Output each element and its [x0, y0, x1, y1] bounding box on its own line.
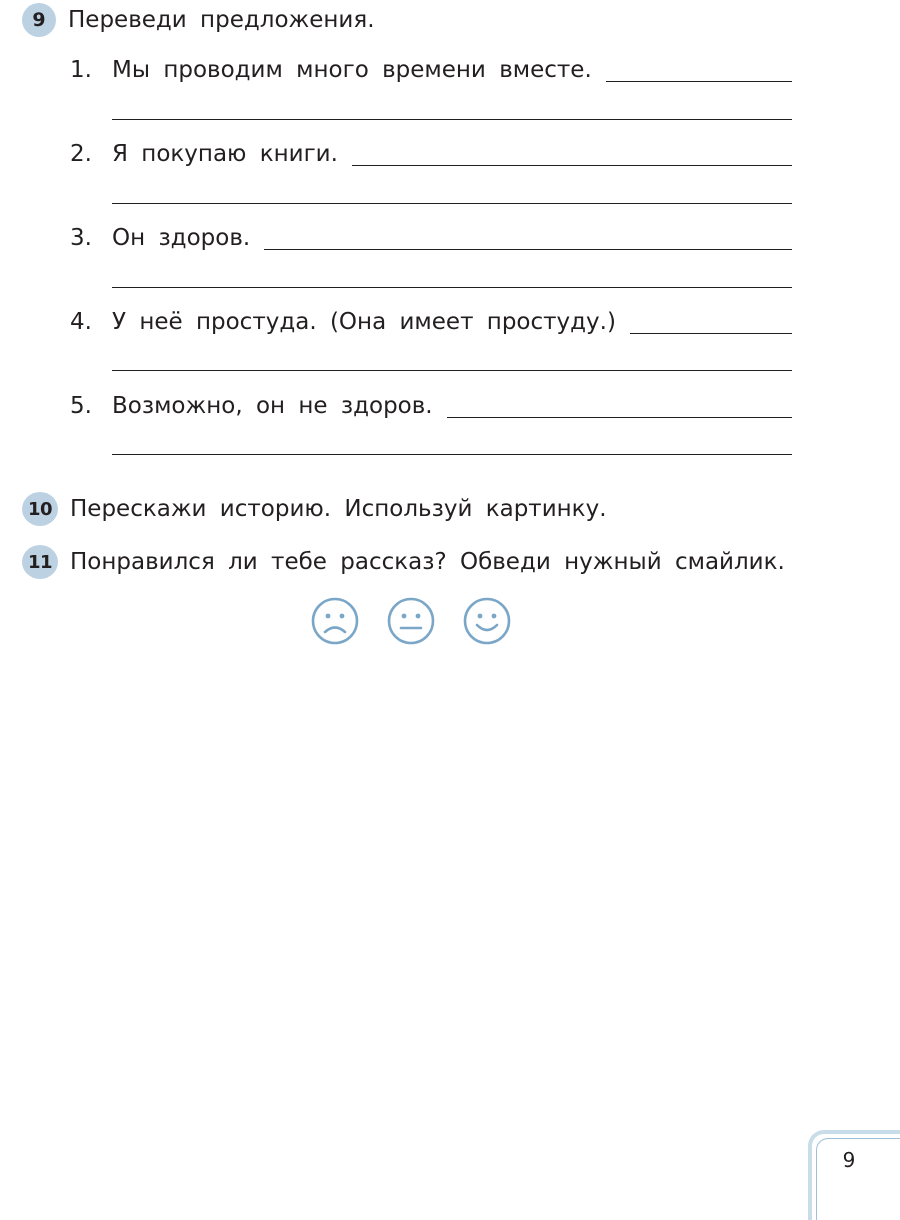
answer-line[interactable]	[447, 417, 792, 418]
item-text: Он здоров.	[112, 225, 251, 251]
item-text: У неё простуда. (Она имеет простуду.)	[112, 309, 616, 335]
answer-line[interactable]	[630, 333, 792, 334]
sentence-item	[70, 136, 792, 172]
item-number: 4.	[70, 309, 92, 335]
answer-line[interactable]	[112, 370, 792, 371]
answer-line[interactable]	[112, 287, 792, 288]
answer-line[interactable]	[352, 165, 792, 166]
answer-line[interactable]	[264, 249, 792, 250]
sad-face-icon[interactable]	[311, 597, 359, 645]
task-instruction: Переведи предложения.	[68, 7, 375, 33]
smiley-choices	[311, 597, 511, 645]
task-9-header	[22, 2, 375, 38]
sentence-item	[70, 52, 792, 88]
neutral-face-icon[interactable]	[387, 597, 435, 645]
answer-line[interactable]	[112, 119, 792, 120]
task-10-header	[22, 491, 607, 527]
item-number: 2.	[70, 141, 92, 167]
page-number-tab	[808, 1130, 900, 1220]
item-number: 1.	[70, 57, 92, 83]
task-instruction: Перескажи историю. Используй картинку.	[70, 496, 607, 522]
answer-line[interactable]	[606, 81, 792, 82]
sentence-item	[70, 220, 792, 256]
answer-line[interactable]	[112, 454, 792, 455]
item-text: Мы проводим много времени вместе.	[112, 57, 592, 83]
sentence-item	[70, 304, 792, 340]
answer-line[interactable]	[112, 203, 792, 204]
item-text: Я покупаю книги.	[112, 141, 338, 167]
item-number: 3.	[70, 225, 92, 251]
page-number: 9	[842, 1148, 856, 1172]
item-number: 5.	[70, 393, 92, 419]
task-instruction: Понравился ли тебе рассказ? Обведи нужный смайлик.	[70, 549, 785, 575]
sentence-item	[70, 388, 792, 424]
happy-face-icon[interactable]	[463, 597, 511, 645]
task-number-badge: 9	[22, 3, 56, 37]
task-11-header	[22, 544, 785, 580]
task-number-badge: 10	[22, 492, 58, 526]
item-text: Возможно, он не здоров.	[112, 393, 433, 419]
task-number-badge: 11	[22, 545, 58, 579]
